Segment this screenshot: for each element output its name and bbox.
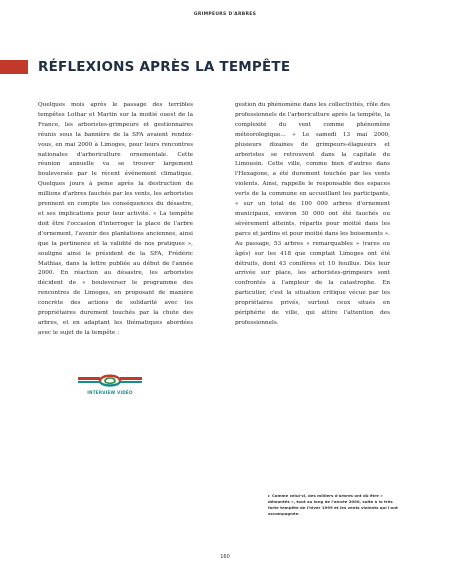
body-text-right: gestion du phénomène dans les collectivités, rôle des professionnels de l'arboriculture après la tempête, la complexité du vent comme phénomène météorologique... » Le samedi 13 mai 2000, plusieurs dizaines de grimpeurs-élagueurs et arboristes se retrouvent dans la capitale du Limousin. Cette ville, comme bien d'autres dans l'Hexagone, a été durement touchée par les vents violents. Ainsi, rappelle le responsable des espaces verts de la commune en accueillant les participants, « sur un total de 100 000 arbres d'ornement municipaux, environ 30 000 ont été fauchés ou sévèrement atteints, répartis pour moitié dans les parcs et jardins et pour moitié dans les boisements ». Au passage, 53 arbres « remarquables » (rares ou âgés) sur les 418 que comptait Limoges ont été détruits, dont 43 conifères et 10 feuillus. Dès leur arrivée sur place, les arboristes-grimpeurs sont confrontés à l'ampleur de la catastrophe. En particulier, c'est la situation critique vécue par les propriétaires privés, surtout ceux situés en périphérie de ville, qui attire l'attention des professionnels.: [235, 102, 390, 326]
article-title: RÉFLEXIONS APRÈS LA TEMPÊTE: [38, 59, 291, 75]
interview-video-label: INTERVIEW VIDÉO: [87, 390, 133, 395]
title-accent-bar: [0, 60, 28, 74]
page-number: 160: [220, 554, 230, 560]
photo-caption: [268, 493, 403, 517]
body-column-right: [235, 101, 390, 329]
caption-text: Comme celui-ci, des milliers d'arbres ont dû être « démontés », tout au long de l'année 2000, suite à la très forte tempête de l'hiver 1999 et les vents violents qui l'ont accompagnée.: [268, 493, 398, 516]
running-head: GRIMPEURS D'ARBRES: [193, 12, 257, 17]
interview-video-badge[interactable]: [78, 373, 148, 413]
body-column-left: [38, 101, 193, 339]
caption-marker-icon: ▸: [268, 493, 270, 498]
interview-video-icon: [78, 373, 142, 389]
body-text-left: Quelques mois après le passage des terribles tempêtes Lothar et Martin sur la moitié ouest de la France, les arboristes-grimpeurs et gestionnaires réunis sous la bannière de la SFA avaient rendez-vous, en mai 2000 à Limoges, pour leurs rencontres nationales d'arboriculture ornementale. Cette réunion annuelle va se trouver largement bouleversée par le récent événement climatique. Quelques jours à peine après la destruction de millions d'arbres fauchés par les vents, les arboristes prennent en compte les conséquences du désastre, et ses implications pour leur activité. « La tempête doit être l'occasion d'interroger la place de l'arbre d'ornement, l'avenir des plantations anciennes, ainsi que la pertinence et la validité de nos pratiques », souligne ainsi le président de la SFA, Frédéric Mathias, dans la lettre publiée au début de l'année 2000. En réaction au désastre, les arboristes décident de « bouleverser le programme des rencontres de Limoges, en proposant de manière concrète des actions de solidarité avec les propriétaires durement touchés par la chute des arbres, et en adaptant les thématiques abordées avec le sujet de la tempête :: [38, 102, 193, 336]
